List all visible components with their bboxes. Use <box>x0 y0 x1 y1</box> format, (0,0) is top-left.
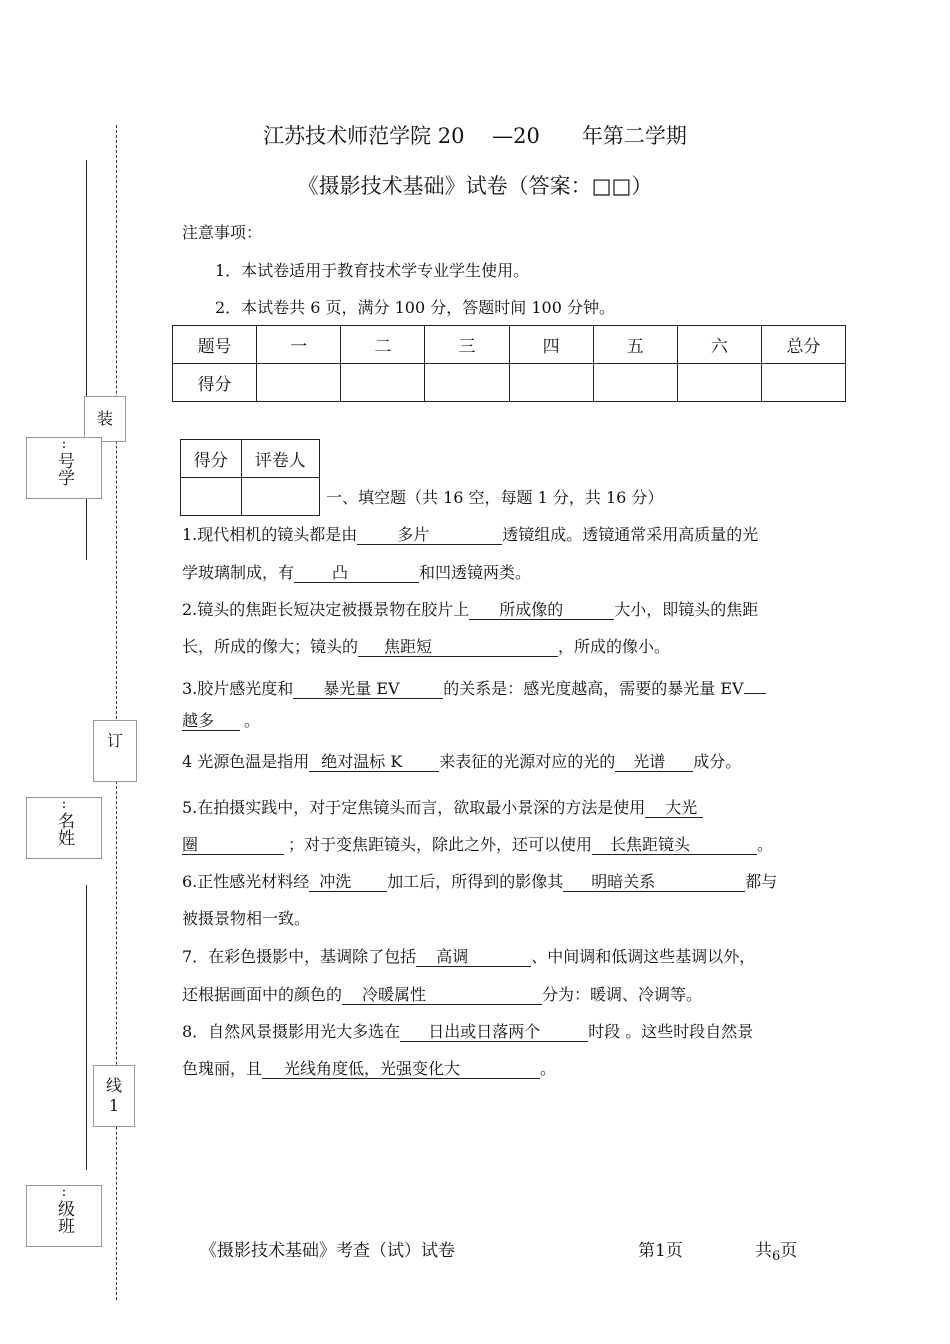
footer-page: 第1页 <box>638 1241 683 1261</box>
score-table <box>172 325 846 402</box>
exam-subtitle: 《摄影技术基础》试卷（答案：□□） <box>297 174 653 198</box>
binding-mark-ding <box>93 720 137 782</box>
question-line <box>182 835 773 855</box>
answer-blank[interactable]: 凸 <box>294 563 419 583</box>
question-text: 时段 。这些时段自然景 <box>588 1022 754 1041</box>
binding-solid-line-1 <box>86 160 87 560</box>
answer-blank-continued[interactable] <box>744 674 766 694</box>
grader-name-label: 评卷人 <box>241 440 319 478</box>
grader-score-label: 得分 <box>181 440 242 478</box>
score-cell[interactable] <box>761 364 845 402</box>
answer-blank[interactable]: 多片 <box>357 525 502 545</box>
answer-blank[interactable]: 大光 <box>645 798 703 818</box>
footer-total-suffix: 页 <box>780 1241 798 1261</box>
score-cell[interactable] <box>509 364 593 402</box>
score-header-cell: 总分 <box>761 326 845 364</box>
score-header-cell: 六 <box>677 326 761 364</box>
question-text: 的关系是：感光度越高，需要的暴光量 EV <box>443 679 744 698</box>
question-text: 分为：暖调、冷调等。 <box>542 985 703 1004</box>
grader-score-cell[interactable] <box>181 478 242 516</box>
answer-blank[interactable]: 高调 <box>416 947 531 967</box>
question-text: 被摄景物相一致。 <box>182 909 311 928</box>
student-id-text: 号学 <box>54 452 74 486</box>
binding-mark-xian-text: 线 <box>105 1076 122 1095</box>
score-cell[interactable] <box>593 364 677 402</box>
question-text: 还根据画面中的颜色的 <box>182 985 343 1004</box>
grader-input-row <box>181 478 320 516</box>
question-line <box>182 1022 753 1042</box>
question-text: 和凹透镜两类。 <box>419 563 532 582</box>
answer-blank[interactable]: 圈 <box>182 835 284 855</box>
question-text: 。 <box>757 835 774 854</box>
question-line <box>182 1059 556 1079</box>
question-line <box>182 637 670 657</box>
question-text: 6.正性感光材料经 <box>182 872 310 891</box>
answer-blank[interactable]: 光谱 <box>615 752 693 772</box>
score-header-cell: 二 <box>341 326 425 364</box>
binding-mark-zhuang <box>84 396 126 442</box>
student-name-colon: : <box>61 796 67 812</box>
question-line <box>182 600 758 620</box>
question-text: 8．自然风景摄影用光大多选在 <box>182 1022 401 1041</box>
question-text: 色瑰丽，且 <box>182 1059 263 1078</box>
question-text: ；对于变焦距镜头，除此之外，还可以使用 <box>288 835 593 854</box>
score-header-cell: 一 <box>257 326 341 364</box>
binding-mark-xian <box>93 1065 135 1127</box>
question-text: 大小，即镜头的焦距 <box>614 600 759 619</box>
question-text: 成分。 <box>693 752 742 771</box>
question-line <box>182 674 766 699</box>
question-text: 加工后，所得到的影像其 <box>387 872 564 891</box>
section-title: 一、填空题（共 16 空，每题 1 分，共 16 分） <box>326 488 664 507</box>
question-text: 2.镜头的焦距长短决定被摄景物在胶片上 <box>182 600 470 619</box>
grader-table <box>180 439 320 516</box>
answer-blank[interactable]: 光线角度低，光强变化大 <box>262 1059 540 1079</box>
question-line <box>182 563 531 583</box>
question-text: 、中间调和低调这些基调以外， <box>531 947 756 966</box>
answer-blank[interactable]: 焦距短 <box>358 637 558 657</box>
answer-blank[interactable]: 越多 <box>182 711 240 731</box>
question-text: 都与 <box>745 872 778 891</box>
score-header-cell: 三 <box>425 326 509 364</box>
score-cell[interactable] <box>341 364 425 402</box>
grader-header-row <box>181 440 320 478</box>
score-cell[interactable] <box>425 364 509 402</box>
score-row-label: 得分 <box>173 364 257 402</box>
answer-blank[interactable]: 冲洗 <box>309 872 387 892</box>
question-text: 长，所成的像大；镜头的 <box>182 637 359 656</box>
score-cell[interactable] <box>677 364 761 402</box>
score-header-cell: 五 <box>593 326 677 364</box>
binding-solid-line-2 <box>86 885 87 1170</box>
binding-mark-zhuang-text: 装 <box>96 409 113 428</box>
question-line <box>182 798 703 818</box>
notice-heading: 注意事项： <box>182 223 263 242</box>
answer-blank[interactable]: 日出或日落两个 <box>400 1022 588 1042</box>
score-header-cell: 题号 <box>173 326 257 364</box>
binding-mark-xian-extra: 1 <box>108 1096 120 1115</box>
grader-name-cell[interactable] <box>241 478 319 516</box>
question-text: 。 <box>244 711 261 730</box>
question-line <box>182 947 755 967</box>
answer-blank[interactable]: 明暗关系 <box>563 872 745 892</box>
score-table-header-row <box>173 326 846 364</box>
footer-total <box>755 1236 798 1264</box>
student-name-text: 名姓 <box>54 812 74 846</box>
answer-blank[interactable]: 冷暖属性 <box>342 985 542 1005</box>
question-text: 1.现代相机的镜头都是由 <box>182 525 358 544</box>
student-id-label <box>26 437 102 499</box>
student-id-colon: : <box>61 436 67 452</box>
question-text: 透镜组成。透镜通常采用高质量的光 <box>502 525 759 544</box>
notice-item-2: 2．本试卷共 6 页，满分 100 分，答题时间 100 分钟。 <box>215 298 615 317</box>
question-line <box>182 711 260 731</box>
footer-course: 《摄影技术基础》考查（试）试卷 <box>200 1241 455 1261</box>
question-text: ，所成的像小。 <box>558 637 671 656</box>
question-text: 4 光源色温是指用 <box>182 752 310 771</box>
question-line <box>182 909 310 929</box>
question-text: 7．在彩色摄影中，基调除了包括 <box>182 947 417 966</box>
question-line <box>182 872 777 892</box>
notice-item-1: 1．本试卷适用于教育技术学专业学生使用。 <box>215 261 530 280</box>
question-text: 。 <box>540 1059 557 1078</box>
footer-total-number: 6 <box>772 1249 781 1264</box>
student-class-colon: : <box>61 1184 67 1200</box>
student-name-label <box>26 797 102 859</box>
question-text: 学玻璃制成，有 <box>182 563 295 582</box>
question-line <box>182 985 702 1005</box>
score-cell[interactable] <box>257 364 341 402</box>
answer-blank[interactable]: 所成像的 <box>469 600 614 620</box>
answer-blank[interactable]: 长焦距镜头 <box>592 835 757 855</box>
answer-blank[interactable]: 暴光量 EV <box>293 679 443 699</box>
binding-mark-ding-text: 订 <box>106 731 123 750</box>
question-line <box>182 525 758 545</box>
question-text: 3.胶片感光度和 <box>182 679 294 698</box>
footer-total-prefix: 共 <box>755 1241 772 1261</box>
student-class-label <box>26 1185 102 1247</box>
question-text: 5.在拍摄实践中，对于定焦镜头而言，欲取最小景深的方法是使用 <box>182 798 646 817</box>
exam-title: 江苏技术师范学院 20 —20 年第二学期 <box>263 124 687 148</box>
question-line <box>182 752 741 772</box>
answer-blank[interactable]: 绝对温标 K <box>309 752 439 772</box>
student-class-text: 级班 <box>54 1200 74 1234</box>
question-text: 来表征的光源对应的光的 <box>439 752 616 771</box>
score-table-score-row <box>173 364 846 402</box>
score-header-cell: 四 <box>509 326 593 364</box>
